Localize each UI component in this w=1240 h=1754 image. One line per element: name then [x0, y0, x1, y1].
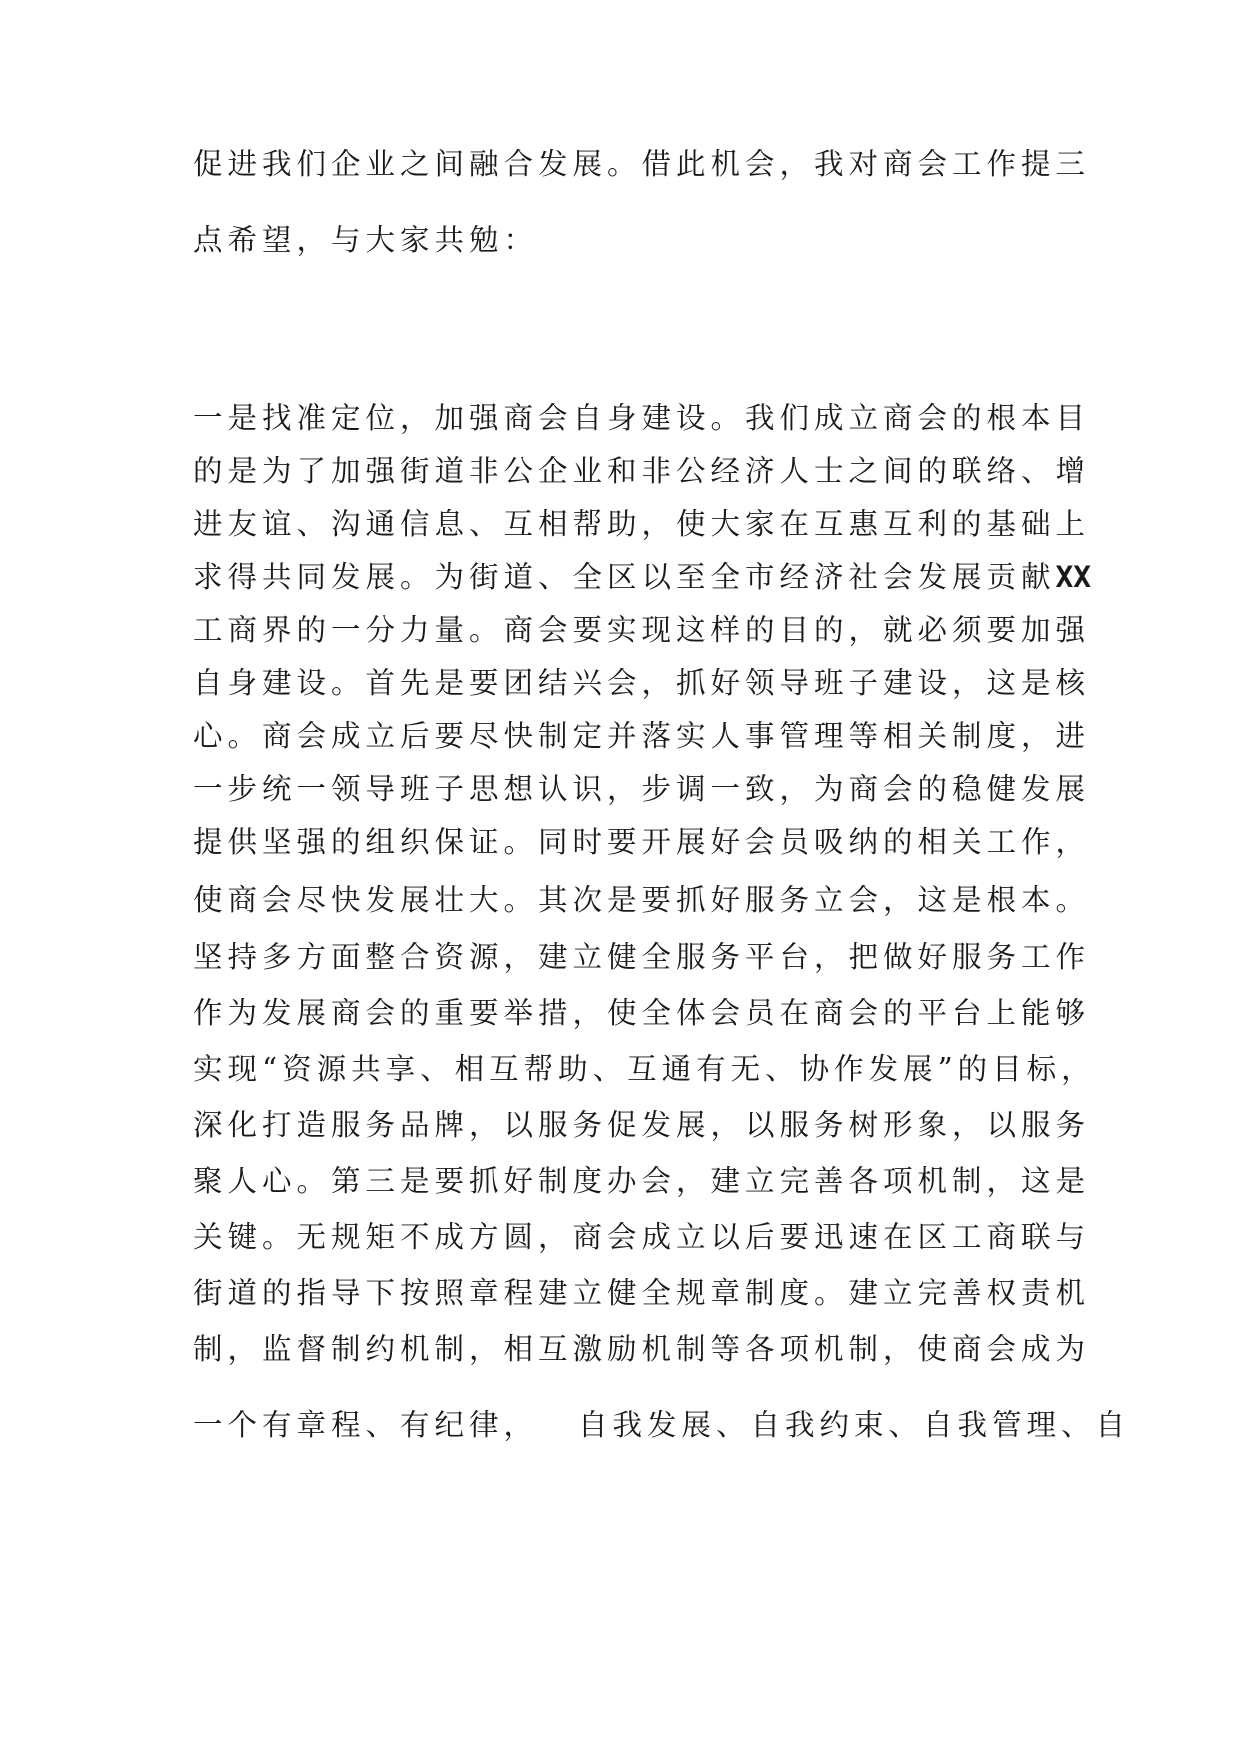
text-line: 使商会尽快发展壮大。其次是要抓好服务立会，这是根本。 — [193, 883, 1091, 917]
text-line: 一步统一领导班子思想认识，步调一致，为商会的稳健发展 — [193, 772, 1091, 806]
text-segment: 一个有章程、有纪律， — [193, 1408, 539, 1442]
placeholder-text: XX — [1055, 560, 1092, 594]
text-segment: 自我发展、自我约束、自我管理、自 — [578, 1408, 1131, 1442]
text-line: 关键。无规矩不成方圆，商会成立以后要迅速在区工商联与 — [193, 1220, 1091, 1254]
text-line: 实现“资源共享、相互帮助、互通有无、协作发展”的目标， — [193, 1052, 1096, 1086]
text-line: 进友谊、沟通信息、互相帮助，使大家在互惠互利的基础上 — [193, 507, 1091, 541]
text-line: 工商界的一分力量。商会要实现这样的目的，就必须要加强 — [193, 613, 1091, 647]
text-line: 一是找准定位，加强商会自身建设。我们成立商会的根本目 — [193, 401, 1091, 435]
text-line: 坚持多方面整合资源，建立健全服务平台，把做好服务工作 — [193, 940, 1091, 974]
text-line: 的是为了加强街道非公企业和非公经济人士之间的联络、增 — [193, 454, 1091, 488]
text-line: 心。商会成立后要尽快制定并落实人事管理等相关制度，进 — [193, 719, 1091, 753]
text-line: 作为发展商会的重要举措，使全体会员在商会的平台上能够 — [193, 996, 1091, 1030]
text-line: 促进我们企业之间融合发展。借此机会，我对商会工作提三 — [193, 147, 1091, 181]
text-line — [193, 555, 1092, 599]
text-line: 深化打造服务品牌，以服务促发展，以服务树形象，以服务 — [193, 1108, 1091, 1142]
text-line: 聚人心。第三是要抓好制度办会，建立完善各项机制，这是 — [193, 1164, 1091, 1198]
text-line: 自身建设。首先是要团结兴会，抓好领导班子建设，这是核 — [193, 666, 1091, 700]
text-line: 提供坚强的组织保证。同时要开展好会员吸纳的相关工作， — [193, 825, 1091, 859]
text-line: 街道的指导下按照章程建立健全规章制度。建立完善权责机 — [193, 1276, 1091, 1310]
text-line: 制，监督制约机制，相互激励机制等各项机制，使商会成为 — [193, 1332, 1091, 1366]
text-line: 点希望，与大家共勉： — [193, 223, 539, 257]
text-segment: 求得共同发展。为街道、全区以至全市经济社会发展贡献 — [193, 560, 1056, 594]
text-line — [193, 1403, 1131, 1447]
